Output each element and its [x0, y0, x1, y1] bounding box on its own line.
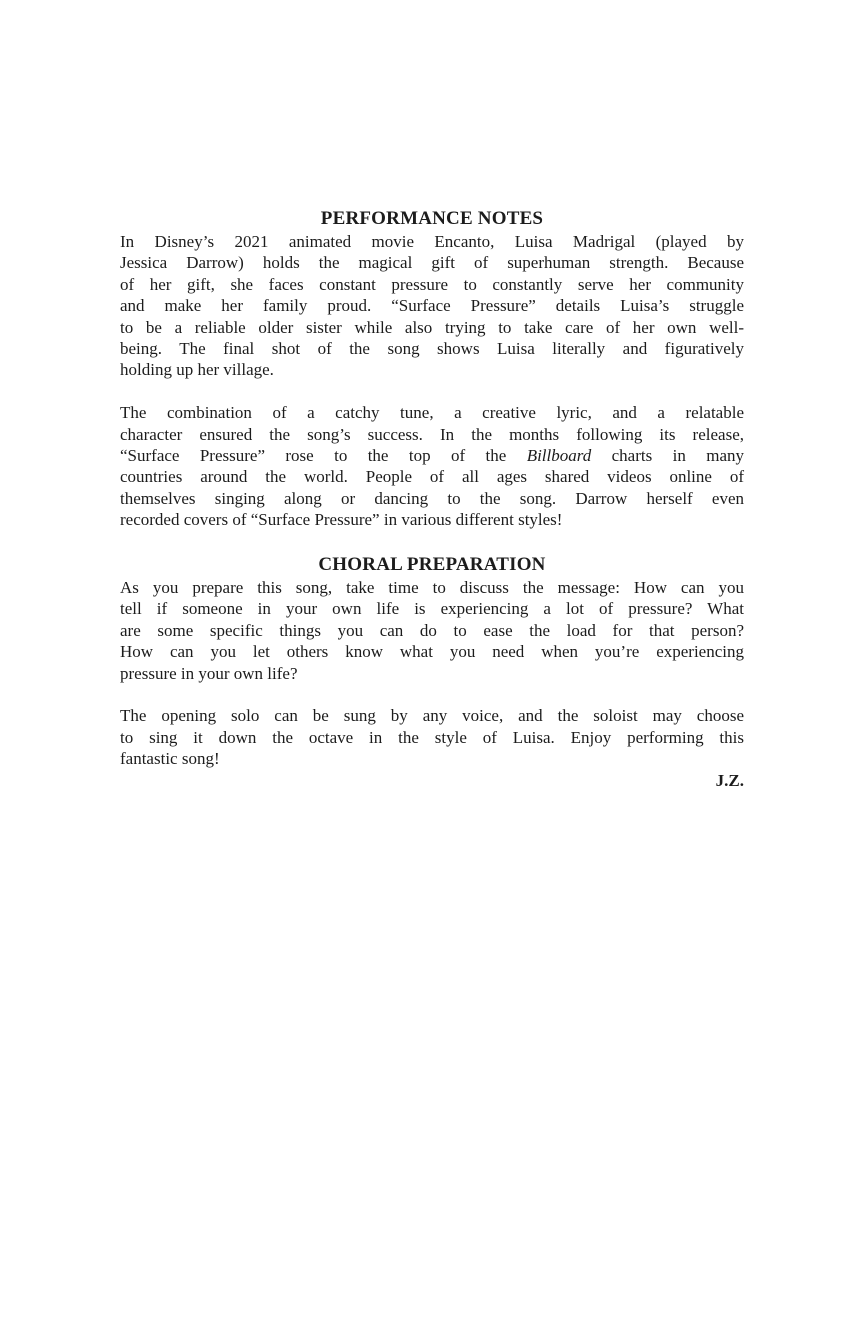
text-line: to sing it down the octave in the style of Luisa. Enjoy performing this [120, 727, 744, 747]
billboard-italic-text: Billboard [526, 446, 592, 466]
text-line: pressure in your own life? [120, 663, 298, 683]
paragraph-performance-tip [120, 705, 744, 769]
text-line: The combination of a catchy tune, a creative lyric, and a relatable [120, 403, 744, 423]
text-block [120, 206, 744, 791]
text-segment: charts in many [591, 446, 744, 466]
text-line: holding up her village. [120, 360, 274, 380]
text-line: countries around the world. People of all ages shared videos online of [120, 467, 744, 487]
paragraph-discussion [120, 577, 744, 684]
text-line: being. The final shot of the song shows Luisa literally and figuratively [120, 339, 744, 359]
paragraph-intro [120, 231, 744, 381]
section-heading-choral-preparation: CHORAL PREPARATION [318, 554, 546, 576]
text-line: character ensured the song’s success. In the months following its release, [120, 424, 744, 444]
text-line: are some specific things you can do to ease the load for that person? [120, 620, 744, 640]
text-line: themselves singing along or dancing to the song. Darrow herself even [120, 488, 744, 508]
text-line: fantastic song! [120, 749, 220, 769]
author-initials: J.Z. [715, 770, 744, 790]
text-line: recorded covers of “Surface Pressure” in various different styles! [120, 510, 563, 530]
section-heading-performance-notes: PERFORMANCE NOTES [320, 208, 544, 229]
text-line: of her gift, she faces constant pressure to constantly serve her community [120, 274, 744, 294]
text-line: and make her family proud. “Surface Pressure” details Luisa’s struggle [120, 296, 744, 316]
text-segment: “Surface Pressure” rose to the top of the [120, 446, 527, 466]
text-line: In Disney’s 2021 animated movie Encanto, Luisa Madrigal (played by [120, 232, 744, 251]
paragraph-song-success [120, 402, 744, 530]
text-line-with-italic [120, 445, 744, 466]
text-line: Jessica Darrow) holds the magical gift of superhuman strength. Because [120, 253, 744, 273]
text-line: As you prepare this song, take time to discuss the message: How can you [120, 578, 744, 598]
text-line: How can you let others know what you need when you’re experiencing [120, 642, 744, 662]
text-line: to be a reliable older sister while also trying to take care of her own well- [120, 317, 744, 337]
text-line: tell if someone in your own life is experiencing a lot of pressure? What [120, 599, 744, 619]
text-line: The opening solo can be sung by any voice, and the soloist may choose [120, 706, 744, 726]
